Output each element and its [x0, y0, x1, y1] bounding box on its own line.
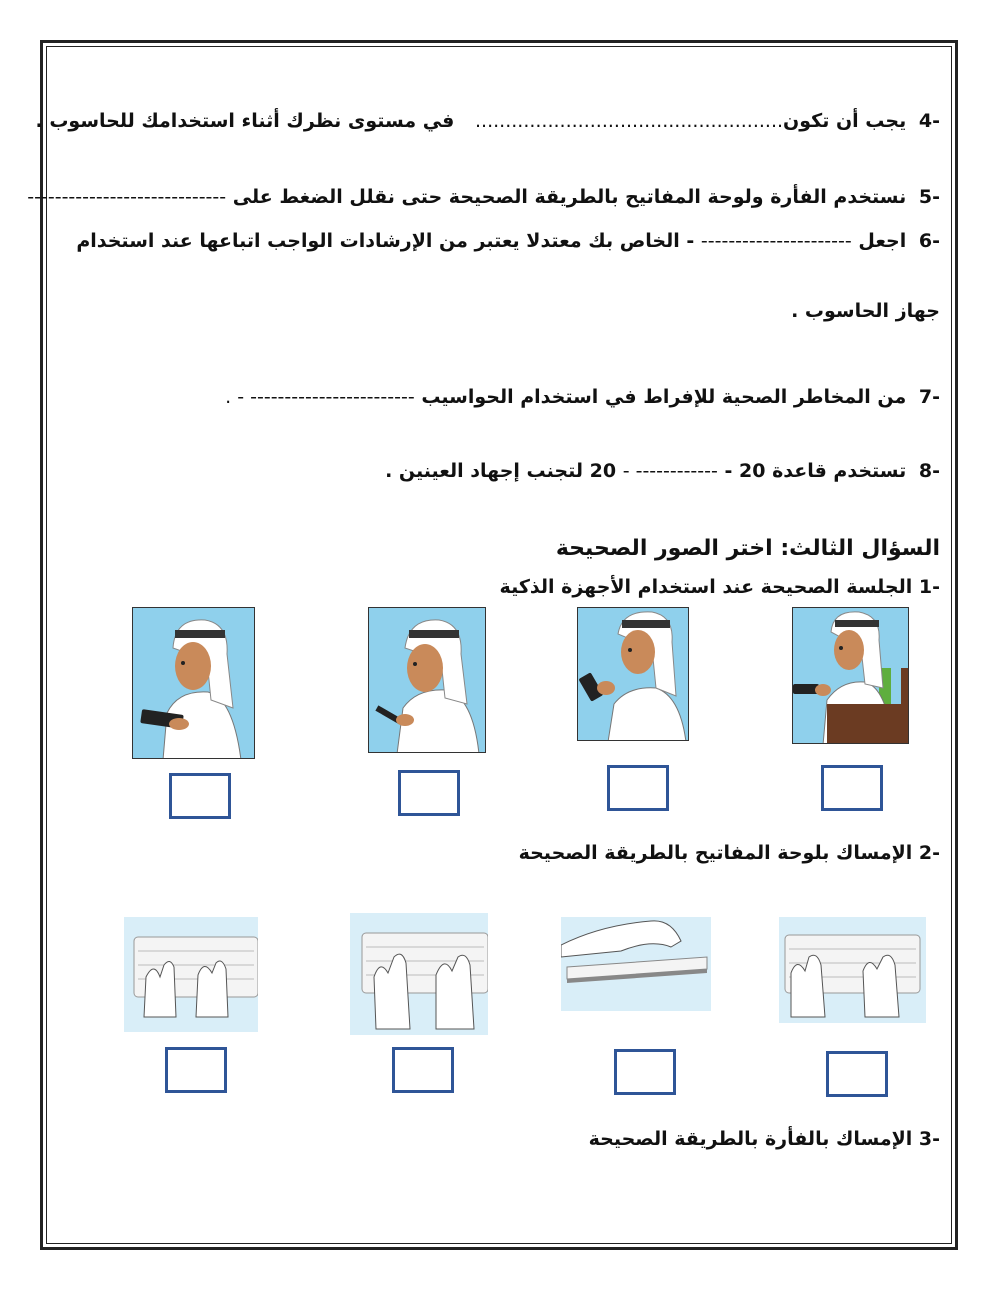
- posture-image-2[interactable]: [368, 607, 486, 753]
- keyboard-hands-icon: [779, 917, 926, 1023]
- subquestion-2: -2 الإمساك بلوحة المفاتيح بالطريقة الصحيحة: [518, 842, 940, 864]
- question-number: -8: [918, 460, 940, 482]
- answer-checkbox-7[interactable]: [614, 1049, 676, 1095]
- subquestion-3: -3 الإمساك بالفأرة بالطريقة الصحيحة: [588, 1128, 940, 1150]
- keyboard-hands-icon: [350, 913, 488, 1035]
- person-phone-icon: [578, 608, 689, 741]
- blank-line[interactable]: ...................................................: [475, 110, 784, 132]
- answer-checkbox-3[interactable]: [607, 765, 669, 811]
- question-text: يجب أن تكون: [783, 110, 907, 132]
- question-6: [76, 230, 940, 252]
- answer-checkbox-8[interactable]: [826, 1051, 888, 1097]
- question-4: [36, 110, 941, 132]
- question-text-cont: - الخاص بك معتدلا يعتبر من الإرشادات الواجب اتباعها عند استخدام: [76, 230, 695, 252]
- question-text: تستخدم قاعدة 20 -: [724, 460, 907, 482]
- question-number: -4: [918, 110, 940, 132]
- blank-line[interactable]: ----------------------: [700, 230, 852, 252]
- keyboard-image-4[interactable]: [779, 917, 926, 1023]
- answer-checkbox-2[interactable]: [398, 770, 460, 816]
- question-text: اجعل: [858, 230, 907, 252]
- blank-line[interactable]: ------------ -: [622, 460, 718, 482]
- question-8: [385, 460, 940, 482]
- person-phone-icon: [369, 608, 486, 753]
- keyboard-image-2[interactable]: [350, 913, 488, 1035]
- question-6-continuation: [791, 300, 940, 322]
- subquestion-1: -1 الجلسة الصحيحة عند استخدام الأجهزة الذكية: [499, 576, 940, 598]
- keyboard-image-3[interactable]: [561, 917, 711, 1011]
- keyboard-image-1[interactable]: [124, 917, 258, 1032]
- keyboard-hands-icon: [561, 917, 711, 1011]
- question-text: نستخدم الفأرة ولوحة المفاتيح بالطريقة الصحيحة حتى نقلل الضغط على: [232, 186, 907, 208]
- blank-line[interactable]: -----------------------------: [27, 186, 227, 208]
- answer-checkbox-6[interactable]: [392, 1047, 454, 1093]
- question-7: [225, 386, 940, 408]
- question-number: -7: [918, 386, 940, 408]
- section-title: السؤال الثالث: اختر الصور الصحيحة: [555, 536, 940, 561]
- posture-image-4[interactable]: [792, 607, 909, 744]
- question-number: -5: [918, 186, 940, 208]
- question-5: [27, 186, 940, 208]
- answer-checkbox-4[interactable]: [821, 765, 883, 811]
- answer-checkbox-1[interactable]: [169, 773, 231, 819]
- question-text: من المخاطر الصحية للإفراط في استخدام الحواسيب: [421, 386, 907, 408]
- keyboard-hands-icon: [124, 917, 258, 1032]
- person-phone-icon: [133, 608, 255, 759]
- posture-image-1[interactable]: [132, 607, 255, 759]
- question-text-cont: 20 لتجنب إجهاد العينين .: [385, 460, 617, 482]
- question-text-cont: في مستوى نظرك أثناء استخدامك للحاسوب .: [35, 110, 455, 132]
- posture-image-3[interactable]: [577, 607, 689, 741]
- answer-checkbox-5[interactable]: [165, 1047, 227, 1093]
- person-phone-icon: [793, 608, 909, 744]
- blank-line[interactable]: ------------------------ - .: [225, 386, 415, 408]
- question-text-cont: جهاز الحاسوب .: [791, 300, 940, 322]
- question-number: -6: [918, 230, 940, 252]
